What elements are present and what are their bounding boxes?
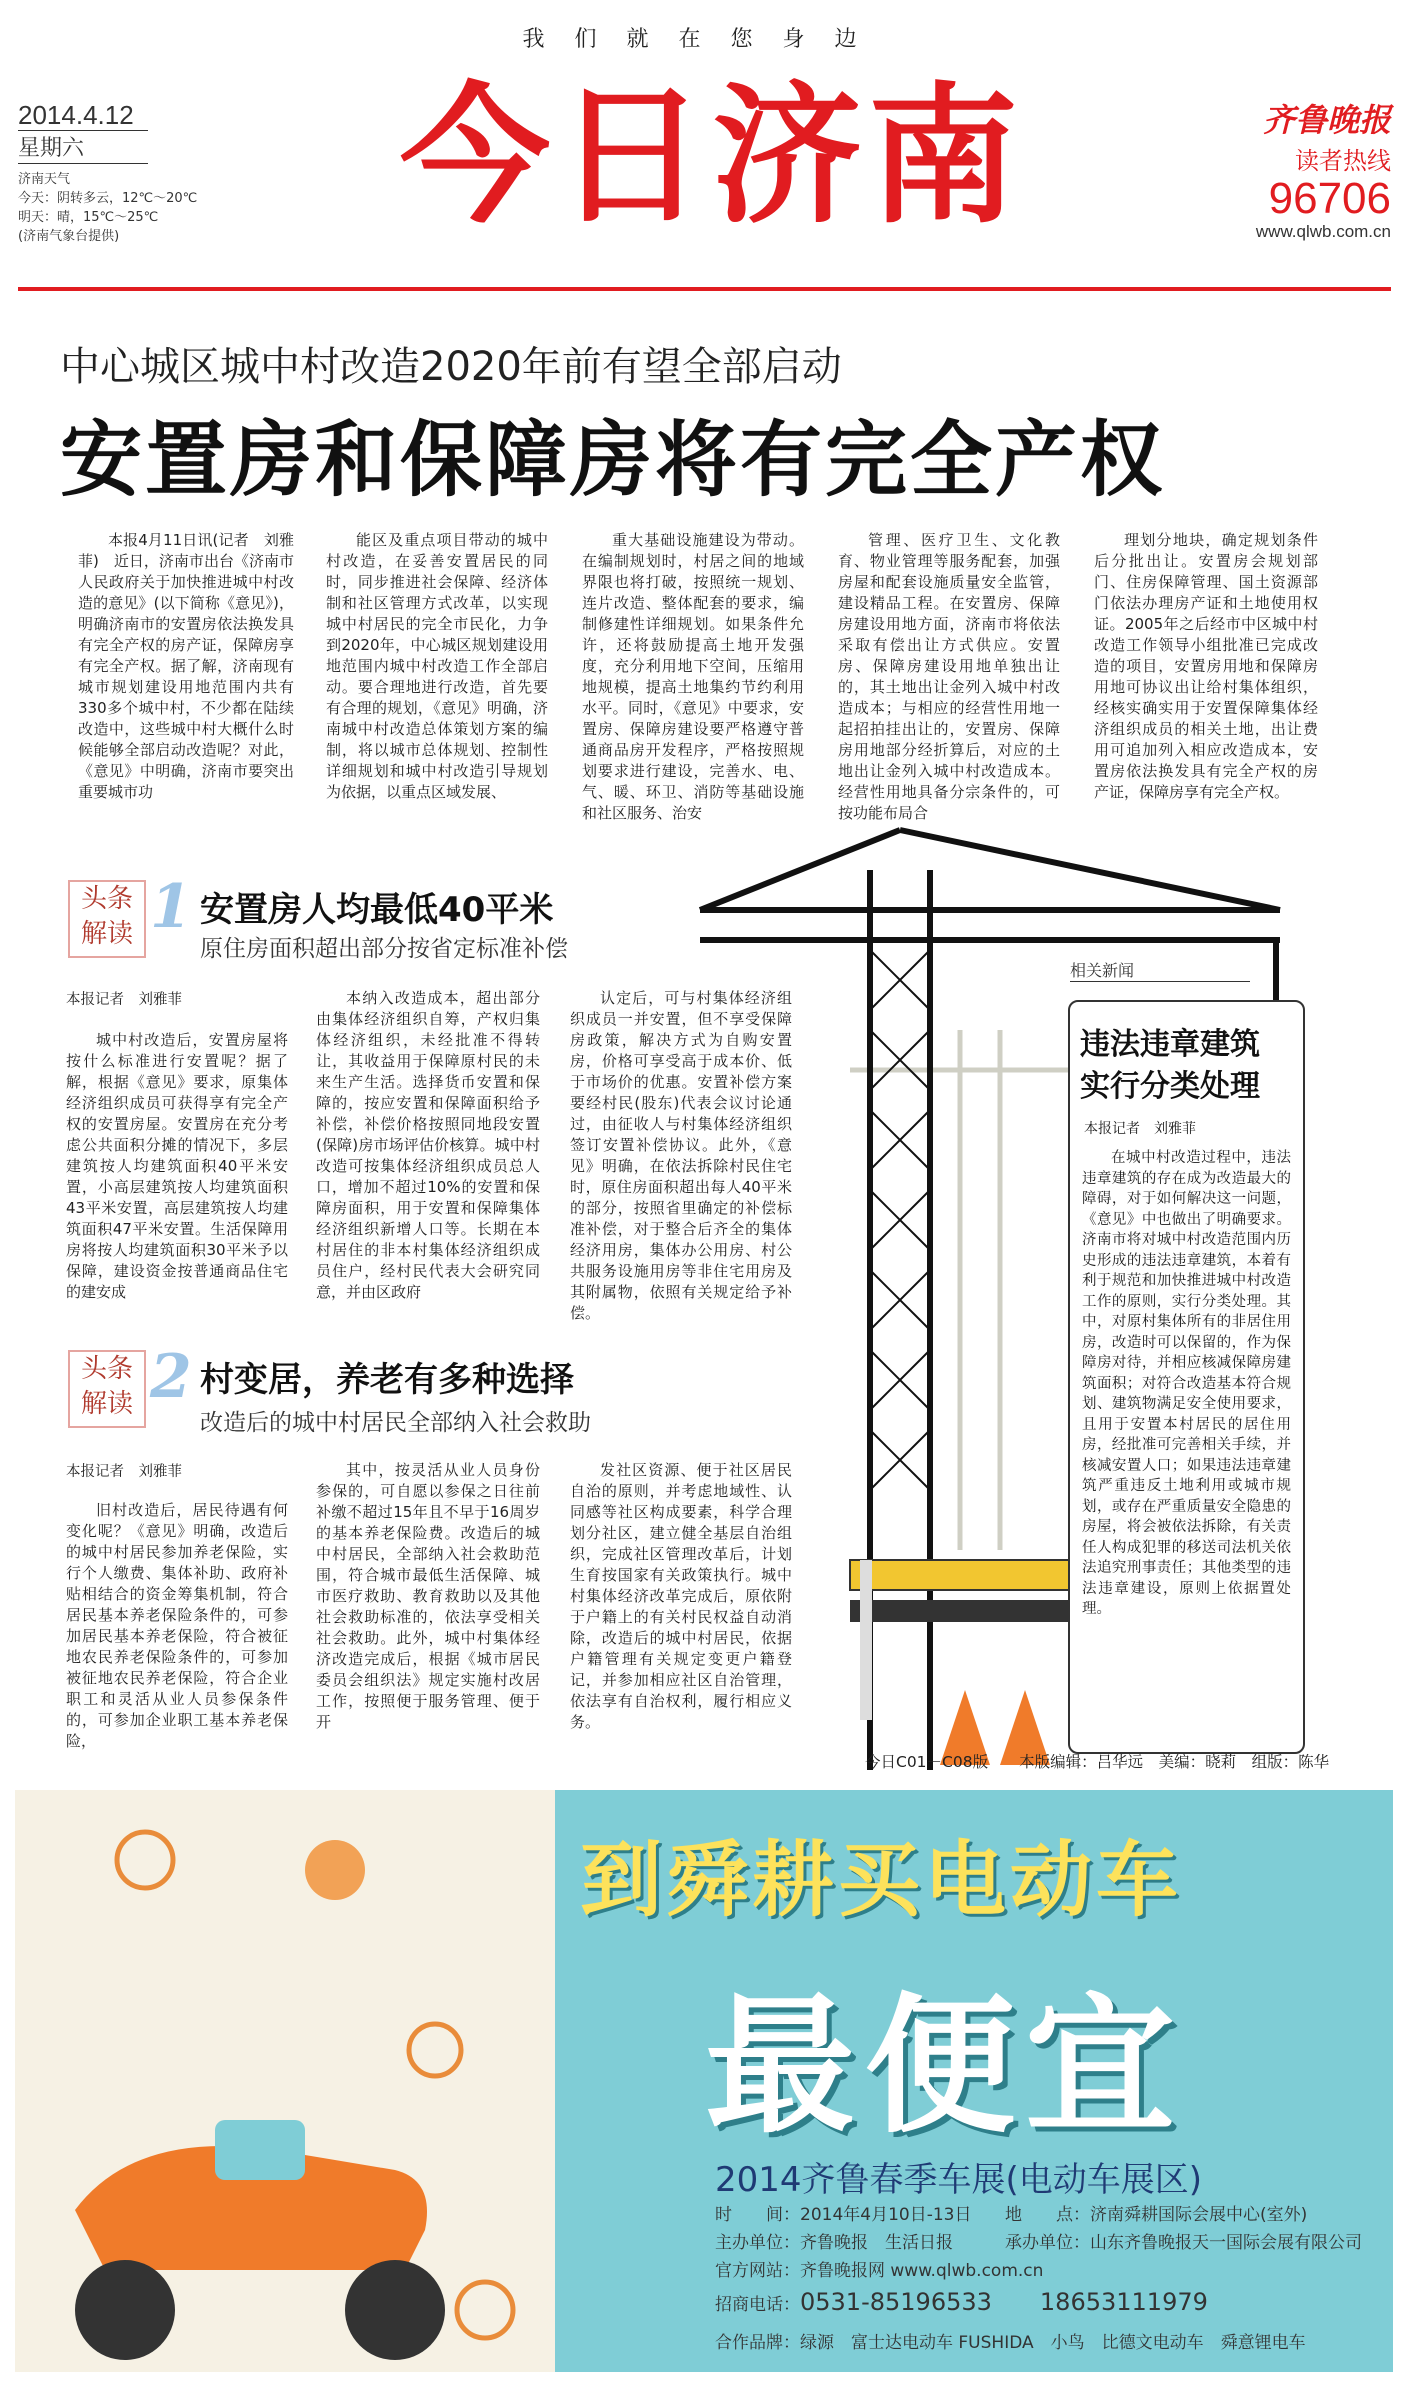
related-news-title: 违法违章建筑 实行分类处理 — [1080, 1027, 1260, 1104]
weather-source: (济南气象台提供) — [18, 229, 120, 244]
lead-headline: 安置房和保障房将有完全产权 — [60, 413, 1166, 508]
masthead-title: 今日济南 — [399, 70, 1024, 244]
brand-logo: 齐鲁晚报 — [1262, 101, 1391, 139]
section1-byline: 本报记者 刘雅菲 — [66, 992, 182, 1008]
ad-site[interactable]: 官方网站：齐鲁晚报网 www.qlwb.com.cn — [715, 2261, 1044, 2281]
ad-phone: 招商电话：0531-85196533 18653111979 — [715, 2288, 1208, 2316]
lead-col-2: 能区及重点项目带动的城中村改造，在妥善安置居民的同时，同步推进社会保障、经济体制和社区管理方式改革，以实现城中村居民的完全市民化，力争到2020年，中心城区规划建设用地范围内城中村改造工作全部启动。要合理地进行改造，首先要有合理的规划，《意见》明确，济南城中村改造总体策划方案的编制，将以城市总体规划、控制性详细规划和城中村改造引导规划为依据，以重点区域发展、 — [326, 531, 548, 801]
section1-tag: 头条 解读 — [68, 880, 146, 958]
ad-slogan-1: 到舜耕买电动车 — [580, 1833, 1183, 1928]
related-news-body: 在城中村改造过程中，违法违章建筑的存在成为改造最大的障碍，对于如何解决这一问题，《意见》中也做出了明确要求。济南市将对城中村改造范围内历史形成的违法违章建筑，本着有利于规范和加快推进城中村改造工作的原则，实行分类处理。其中，对原村集体所有的非居住用房，改造时可以保留的，作为保障房对待，并相应核减保障房建筑面积；对符合改造基本符合规划、建筑物满足安全使用要求，且用于安置本村居民的居住用房，经批准可完善相关手续，并核减安置人口；如果违法违章建筑严重违反土地利用或城市规划，或存在严重质量安全隐患的房屋，将会被依法拆除，有关责任人构成犯罪的移送司法机关依法追究刑事责任；其他类型的违法违章建设，原则上依据置处理。 — [1082, 1150, 1291, 1617]
section1-col-2: 本纳入改造成本，超出部分由集体经济组织自筹，产权归集体经济组织，未经批准不得转让，其收益用于保障原村民的未来生产生活。选择货币安置和保障的，按应安置和保障面积给予补偿，补偿价格按照同地段安置(保障)房市场评估价核算。城中村改造可按集体经济组织成员总人口，增加不超过10%的安置和保障房面积，用于安置和保障集体经济组织新增人口等。长期在本村居住的非本村集体经济组织成员住户，经村民代表大会研究同意，并由区政府 — [316, 989, 540, 1301]
masthead-divider — [18, 287, 1391, 291]
weather-today: 今天：阴转多云，12℃～20℃ — [18, 191, 198, 206]
related-news-byline: 本报记者 刘雅菲 — [1084, 1121, 1196, 1137]
ad-place: 地 点：济南舜耕国际会展中心(室外) — [1005, 2205, 1308, 2225]
section2-col-1: 旧村改造后，居民待遇有何变化呢？《意见》明确，改造后的城中村居民参加养老保险，实行个人缴费、集体补助、政府补贴相结合的资金筹集机制，符合居民基本养老保险条件的，可参加居民基本养老保险，符合被征地农民养老保险条件的，可参加被征地农民养老保险，符合企业职工和灵活从业人员参保条件的，可参加企业职工基本养老保险， — [66, 1501, 288, 1750]
website[interactable]: www.qlwb.com.cn — [1255, 222, 1391, 241]
section2-title: 村变居，养老有多种选择 — [200, 1360, 574, 1400]
section2-tag: 头条 解读 — [68, 1350, 146, 1428]
section1-col-1: 城中村改造后，安置房屋将按什么标准进行安置呢？据了解，根据《意见》要求，原集体经济组织成员可获得享有完全产权的安置房屋。安置房在充分考虑公共面积分摊的情况下，多层建筑按人均建筑面积40平米安置，小高层建筑按人均建筑面积43平米安置，高层建筑按人均建筑面积47平米安置。生活保障用房将按人均建筑面积30平米予以保障，建设资金按普通商品住宅的建安成 — [66, 1031, 288, 1301]
section1-number: 1 — [150, 872, 192, 942]
section2-subtitle: 改造后的城中村居民全部纳入社会救助 — [200, 1410, 591, 1436]
ad-organizer: 承办单位：山东齐鲁晚报天一国际会展有限公司 — [1005, 2233, 1362, 2253]
weather-title: 济南天气 — [18, 172, 71, 187]
ad-host: 主办单位：齐鲁晚报 生活日报 — [715, 2233, 953, 2253]
ad-slogan-2: 最便宜 — [705, 1980, 1186, 2154]
hotline-number: 96706 — [1268, 174, 1391, 223]
section1-subtitle: 原住房面积超出部分按省定标准补偿 — [200, 936, 568, 962]
issue-date: 2014.4.12 — [18, 100, 148, 131]
ad-time: 时 间：2014年4月10日-13日 — [715, 2205, 972, 2225]
section2-col-3: 发社区资源、便于社区居民自治的原则，并考虑地域性、认同感等社区构成要素，科学合理划分社区，建立健全基层自治组织，完成社区管理改革后，计划生育按国家有关政策执行。城中村集体经济改革完成后，原依附于户籍上的有关村民权益自动消除，改造后的城中村居民，依据户籍管理有关规定变更户籍登记，并参加相应社区自治管理，依法享有自治权利，履行相应义务。 — [570, 1461, 792, 1731]
related-news-tag: 相关新闻 — [1070, 958, 1250, 982]
ad-scooter-illustration — [15, 1790, 555, 2372]
issue-weekday: 星期六 — [18, 135, 148, 164]
page-credit: 今日C01－C08版 本版编辑：吕华远 美编：晓莉 组版：陈华 — [865, 1753, 1330, 1771]
related-news-box — [1068, 961, 1305, 1754]
ad-event: 2014齐鲁春季车展(电动车展区) — [715, 2160, 1203, 2200]
lead-col-1: 本报4月11日讯(记者 刘雅菲) 近日，济南市出台《济南市人民政府关于加快推进城中村改造的意见》(以下简称《意见》)，明确济南市的安置房依法换发具有完全产权的房产证，保障房享有完全产权。据了解，济南现有城市规划建设用地范围内共有330多个城中村，不少都在陆续改造中，这些城中村大概什么时候能够全部启动改造呢？对此，《意见》中明确，济南市要突出重要城市功 — [78, 531, 294, 801]
ad-banner[interactable] — [15, 1790, 1393, 2372]
motto: 我们就在您身边 — [522, 27, 887, 52]
section2-byline: 本报记者 刘雅菲 — [66, 1464, 182, 1480]
section2-number: 2 — [150, 1342, 192, 1412]
lead-col-3: 重大基础设施建设为带动。在编制规划时，村居之间的地域界限也将打破，按照统一规划、连片改造、整体配套的要求，编制修建性详细规划。如果条件允许，还将鼓励提高土地开发强度，充分利用地下空间，压缩用地规模，提高土地集约节约利用水平。同时，《意见》中要求，安置房、保障房建设要严格遵守普通商品房开发程序，严格按照规划要求进行建设，完善水、电、气、暖、环卫、消防等基础设施和社区服务、治安 — [582, 531, 804, 822]
section1-title: 安置房人均最低40平米 — [200, 890, 554, 930]
hotline-label: 读者热线 — [1295, 147, 1391, 175]
lead-kicker: 中心城区城中村改造2020年前有望全部启动 — [60, 344, 842, 390]
ad-partners: 合作品牌：绿源 富士达电动车 FUSHIDA 小鸟 比德文电动车 舜意锂电车 — [715, 2333, 1306, 2353]
brand-block — [1241, 95, 1391, 242]
section2-col-2: 其中，按灵活从业人员身份参保的，可自愿以参保之日往前补缴不超过15年且不早于16周岁的基本养老保险费。改造后的城中村居民，全部纳入社会救助范围，符合城市最低生活保障、城市医疗救助、教育救助以及其他社会救助标准的，依法享受相关社会救助。此外，城中村集体经济改造完成后，根据《城市居民委员会组织法》规定实施村改居工作，按照便于服务管理、便于开 — [316, 1461, 540, 1731]
weather-tomorrow: 明天：晴，15℃～25℃ — [18, 210, 159, 225]
lead-col-5: 理划分地块，确定规划条件后分批出让。安置房会规划部门、住房保障管理、国土资源部门依法办理房产证和土地使用权证。2005年之后经市中区城中村改造工作领导小组批准已完成改造的项目，安置房用地和保障房用地可协议出让给村集体组织，经核实确实用于安置保障集体经济组织成员的相关土地，出让费用可追加列入相应改造成本，安置房依法换发具有完全产权的房产证，保障房享有完全产权。 — [1094, 531, 1318, 801]
section1-col-3: 认定后，可与村集体经济组织成员一并安置，但不享受保障房政策，解决方式为自购安置房，价格可享受高于成本价、低于市场价的优惠。安置补偿方案要经村民(股东)代表会议讨论通过，由征收人与村集体经济组织签订安置补偿协议。此外，《意见》明确，在依法拆除村民住宅时，原住房面积超出每人40平米的部分，按照省里确定的补偿标准补偿，对于整合后齐全的集体经济用房，集体办公用房、村公共服务设施用房等非住宅用房及其附属物，依照有关规定给予补偿。 — [570, 989, 792, 1322]
lead-col-4: 管理、医疗卫生、文化教育、物业管理等服务配套，加强房屋和配套设施质量安全监管，建设精品工程。在安置房、保障房建设用地方面，济南市将依法采取有偿出让方式供应。安置房、保障房建设用地单独出让的，其土地出让金列入城中村改造成本；与相应的经营性用地一起招拍挂出让的，安置房、保障房用地部分经折算后，对应的土地出让金列入城中村改造成本。经营性用地具备分宗条件的，可按功能布局合 — [838, 531, 1060, 822]
date-weather-block — [18, 100, 198, 246]
